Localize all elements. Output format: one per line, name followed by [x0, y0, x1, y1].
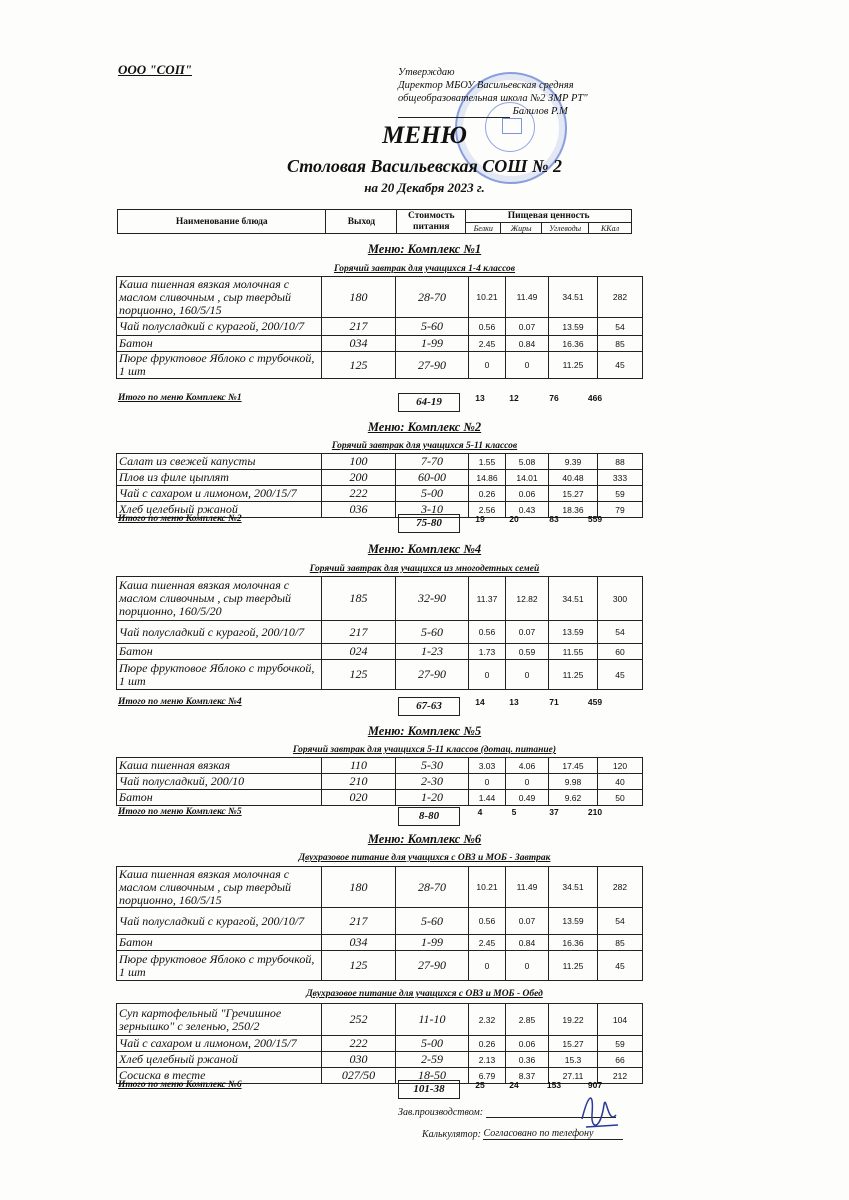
dish-price: 18-50: [396, 1068, 469, 1084]
dish-protein: 2.32: [469, 1004, 506, 1036]
dish-name: Каша пшенная вязкая молочная с маслом сливочным , сыр твердый порционно, 160/5/20: [117, 577, 322, 621]
dish-name: Чай с сахаром и лимоном, 200/15/7: [117, 486, 322, 502]
calculator-value: Согласовано по телефону: [483, 1128, 623, 1140]
dish-protein: 1.44: [469, 790, 506, 806]
dish-fat: 4.06: [506, 758, 549, 774]
menu-items-table: [116, 757, 643, 806]
calculator-label: Калькулятор:: [422, 1129, 481, 1140]
group-subtitle: Двухразовое питание для учащихся с ОВЗ и МОБ - Обед: [306, 989, 543, 999]
dish-fat: 14.01: [506, 470, 549, 486]
total-cost: 64-19: [398, 393, 460, 412]
dish-output: 020: [322, 790, 396, 806]
dish-carbs: 11.25: [549, 352, 598, 379]
group-subtitle: Горячий завтрак для учащихся из многодетных семей: [309, 564, 540, 574]
dish-fat: 0.06: [506, 486, 549, 502]
table-row: [117, 577, 643, 621]
dish-kcal: 333: [598, 470, 643, 486]
total-kcal: 559: [587, 514, 603, 524]
total-cost: 101-38: [398, 1080, 460, 1099]
dish-output: 027/50: [322, 1068, 396, 1084]
dish-fat: 2.85: [506, 1004, 549, 1036]
total-carbs: 37: [549, 807, 559, 817]
dish-carbs: 16.36: [549, 336, 598, 352]
dish-carbs: 15.27: [549, 1036, 598, 1052]
dish-carbs: 34.51: [549, 577, 598, 621]
group-subtitle: Горячий завтрак для учащихся 5-11 классов: [331, 441, 518, 451]
dish-name: Плов из филе цыплят: [117, 470, 322, 486]
total-label: Итого по меню Комплекс №5: [118, 807, 242, 817]
dish-kcal: 45: [598, 352, 643, 379]
dish-name: Чай полусладкий, 200/10: [117, 774, 322, 790]
dish-price: 1-99: [396, 336, 469, 352]
total-protein: 14: [475, 697, 485, 707]
dish-kcal: 40: [598, 774, 643, 790]
dish-protein: 0.56: [469, 908, 506, 935]
dish-kcal: 54: [598, 621, 643, 644]
dish-name: Пюре фруктовое Яблоко с трубочкой, 1 шт: [117, 352, 322, 379]
dish-output: 185: [322, 577, 396, 621]
dish-fat: 0.06: [506, 1036, 549, 1052]
dish-name: Каша пшенная вязкая молочная с маслом сливочным , сыр твердый порционно, 160/5/15: [117, 867, 322, 908]
total-cost: 75-80: [398, 514, 460, 533]
dish-name: Чай с сахаром и лимоном, 200/15/7: [117, 1036, 322, 1052]
dish-name: Чай полусладкий с курагой, 200/10/7: [117, 621, 322, 644]
dish-fat: 0.49: [506, 790, 549, 806]
approval-block: [398, 66, 588, 118]
handwritten-signature: [578, 1085, 622, 1137]
total-label: Итого по меню Комплекс №6: [118, 1080, 242, 1090]
dish-name: Батон: [117, 644, 322, 660]
dish-carbs: 11.55: [549, 644, 598, 660]
table-row: [117, 1004, 643, 1036]
total-fat: 12: [509, 393, 519, 403]
dish-kcal: 50: [598, 790, 643, 806]
dish-output: 210: [322, 774, 396, 790]
menu-items-table: [116, 576, 643, 690]
table-row: [117, 660, 643, 690]
canteen-name: Столовая Васильевская СОШ № 2: [287, 156, 562, 176]
approval-line-3: общеобразовательная школа №2 ЗМР РТ": [398, 93, 588, 104]
table-row: [117, 644, 643, 660]
dish-price: 28-70: [396, 867, 469, 908]
dish-output: 030: [322, 1052, 396, 1068]
dish-price: 5-60: [396, 621, 469, 644]
dish-name: Суп картофельный "Гречишное зернышко" с зеленью, 250/2: [117, 1004, 322, 1036]
table-row: [117, 908, 643, 935]
total-cost: 8-80: [398, 807, 460, 826]
dish-name: Хлеб целебный ржаной: [117, 502, 322, 518]
dish-carbs: 13.59: [549, 908, 598, 935]
dish-fat: 12.82: [506, 577, 549, 621]
dish-kcal: 282: [598, 867, 643, 908]
total-protein: 13: [475, 393, 485, 403]
dish-output: 110: [322, 758, 396, 774]
table-row: [117, 758, 643, 774]
dish-price: 5-30: [396, 758, 469, 774]
dish-kcal: 120: [598, 758, 643, 774]
dish-kcal: 59: [598, 1036, 643, 1052]
total-carbs: 153: [546, 1080, 562, 1090]
dish-price: 2-30: [396, 774, 469, 790]
dish-protein: 0.56: [469, 318, 506, 336]
header-dish-name: Наименование блюда: [118, 210, 326, 234]
dish-protein: 11.37: [469, 577, 506, 621]
approval-line-1: Утверждаю: [398, 67, 455, 78]
dish-kcal: 300: [598, 577, 643, 621]
dish-protein: 0: [469, 951, 506, 981]
dish-name: Батон: [117, 935, 322, 951]
dish-name: Хлеб целебный ржаной: [117, 1052, 322, 1068]
table-row: [117, 318, 643, 336]
dish-protein: 10.21: [469, 867, 506, 908]
dish-output: 200: [322, 470, 396, 486]
header-nutrition: Пищевая ценность: [466, 210, 632, 223]
dish-carbs: 13.59: [549, 621, 598, 644]
dish-output: 222: [322, 486, 396, 502]
dish-protein: 10.21: [469, 277, 506, 318]
dish-kcal: 45: [598, 951, 643, 981]
dish-protein: 14.86: [469, 470, 506, 486]
dish-kcal: 104: [598, 1004, 643, 1036]
dish-fat: 0.43: [506, 502, 549, 518]
approval-signer: Балилов Р.М: [512, 106, 568, 117]
table-row: [117, 486, 643, 502]
dish-kcal: 212: [598, 1068, 643, 1084]
total-kcal: 907: [587, 1080, 603, 1090]
dish-fat: 0: [506, 951, 549, 981]
dish-price: 5-60: [396, 318, 469, 336]
dish-output: 034: [322, 935, 396, 951]
dish-fat: 0.07: [506, 318, 549, 336]
dish-kcal: 88: [598, 454, 643, 470]
group-subtitle: Двухразовое питание для учащихся с ОВЗ и МОБ - Завтрак: [298, 853, 551, 863]
dish-output: 180: [322, 867, 396, 908]
total-fat: 20: [509, 514, 519, 524]
table-row: [117, 790, 643, 806]
section-title: Меню: Комплекс №1: [367, 242, 482, 256]
dish-protein: 6.79: [469, 1068, 506, 1084]
dish-fat: 8.37: [506, 1068, 549, 1084]
section-title: Меню: Комплекс №2: [367, 420, 482, 434]
total-carbs: 83: [549, 514, 559, 524]
total-cost: 67-63: [398, 697, 460, 716]
dish-price: 5-00: [396, 1036, 469, 1052]
table-row: [117, 621, 643, 644]
dish-price: 60-00: [396, 470, 469, 486]
dish-name: Пюре фруктовое Яблоко с трубочкой, 1 шт: [117, 660, 322, 690]
dish-output: 125: [322, 660, 396, 690]
dish-carbs: 15.3: [549, 1052, 598, 1068]
dish-output: 222: [322, 1036, 396, 1052]
dish-carbs: 18.36: [549, 502, 598, 518]
dish-name: Батон: [117, 790, 322, 806]
dish-output: 100: [322, 454, 396, 470]
table-row: [117, 336, 643, 352]
total-protein: 25: [475, 1080, 485, 1090]
dish-fat: 11.49: [506, 867, 549, 908]
dish-name: Сосиска в тесте: [117, 1068, 322, 1084]
dish-name: Салат из свежей капусты: [117, 454, 322, 470]
dish-fat: 0.36: [506, 1052, 549, 1068]
dish-fat: 0.84: [506, 336, 549, 352]
total-kcal: 459: [587, 697, 603, 707]
signature-line: [398, 107, 510, 118]
total-protein: 19: [475, 514, 485, 524]
table-row: [117, 352, 643, 379]
total-fat: 13: [509, 697, 519, 707]
dish-protein: 2.45: [469, 336, 506, 352]
dish-price: 1-20: [396, 790, 469, 806]
total-kcal: 210: [587, 807, 603, 817]
dish-price: 32-90: [396, 577, 469, 621]
dish-carbs: 17.45: [549, 758, 598, 774]
dish-protein: 0.26: [469, 1036, 506, 1052]
header-cost: Стоимость питания: [397, 210, 466, 234]
organization-name: ООО "СОП": [118, 62, 193, 77]
dish-output: 180: [322, 277, 396, 318]
dish-output: 034: [322, 336, 396, 352]
dish-fat: 0.59: [506, 644, 549, 660]
dish-price: 11-10: [396, 1004, 469, 1036]
dish-name: Пюре фруктовое Яблоко с трубочкой, 1 шт: [117, 951, 322, 981]
total-label: Итого по меню Комплекс №4: [118, 697, 242, 707]
total-kcal: 466: [587, 393, 603, 403]
dish-kcal: 54: [598, 318, 643, 336]
dish-carbs: 27.11: [549, 1068, 598, 1084]
dish-carbs: 13.59: [549, 318, 598, 336]
dish-price: 1-99: [396, 935, 469, 951]
header-output: Выход: [326, 210, 397, 234]
dish-kcal: 45: [598, 660, 643, 690]
total-fat: 24: [509, 1080, 519, 1090]
dish-price: 5-60: [396, 908, 469, 935]
dish-protein: 1.55: [469, 454, 506, 470]
dish-output: 217: [322, 318, 396, 336]
menu-items-table: [116, 276, 643, 379]
dish-kcal: 59: [598, 486, 643, 502]
dish-kcal: 66: [598, 1052, 643, 1068]
table-row: [117, 454, 643, 470]
dish-protein: 2.13: [469, 1052, 506, 1068]
dish-kcal: 85: [598, 336, 643, 352]
menu-header-table: [117, 209, 632, 234]
menu-date: на 20 Декабря 2023 г.: [364, 180, 485, 195]
total-label: Итого по меню Комплекс №2: [118, 514, 242, 524]
menu-items-table: [116, 1003, 643, 1084]
total-label: Итого по меню Комплекс №1: [118, 393, 242, 403]
dish-price: 2-59: [396, 1052, 469, 1068]
table-row: [117, 935, 643, 951]
group-subtitle: Горячий завтрак для учащихся 1-4 классов: [333, 264, 516, 274]
dish-protein: 1.73: [469, 644, 506, 660]
dish-kcal: 79: [598, 502, 643, 518]
dish-output: 252: [322, 1004, 396, 1036]
table-row: [117, 774, 643, 790]
table-row: [117, 1052, 643, 1068]
group-subtitle: Горячий завтрак для учащихся 5-11 классов (дотац. питание): [292, 745, 557, 755]
page-title: МЕНЮ: [382, 122, 467, 149]
dish-carbs: 34.51: [549, 277, 598, 318]
section-title: Меню: Комплекс №6: [367, 832, 482, 846]
total-protein: 4: [477, 807, 483, 817]
dish-protein: 3.03: [469, 758, 506, 774]
section-title: Меню: Комплекс №4: [367, 542, 482, 556]
dish-price: 7-70: [396, 454, 469, 470]
dish-output: 125: [322, 951, 396, 981]
dish-fat: 0.84: [506, 935, 549, 951]
dish-name: Чай полусладкий с курагой, 200/10/7: [117, 318, 322, 336]
dish-output: 036: [322, 502, 396, 518]
dish-carbs: 9.39: [549, 454, 598, 470]
dish-price: 1-23: [396, 644, 469, 660]
dish-protein: 0.26: [469, 486, 506, 502]
dish-carbs: 16.36: [549, 935, 598, 951]
dish-name: Чай полусладкий с курагой, 200/10/7: [117, 908, 322, 935]
dish-fat: 0.07: [506, 621, 549, 644]
dish-carbs: 9.62: [549, 790, 598, 806]
dish-kcal: 282: [598, 277, 643, 318]
dish-price: 5-00: [396, 486, 469, 502]
dish-fat: 0: [506, 774, 549, 790]
dish-carbs: 15.27: [549, 486, 598, 502]
approval-line-2: Директор МБОУ Васильевская средняя: [398, 80, 574, 91]
dish-carbs: 34.51: [549, 867, 598, 908]
dish-carbs: 40.48: [549, 470, 598, 486]
dish-price: 3-10: [396, 502, 469, 518]
dish-protein: 0: [469, 774, 506, 790]
menu-items-table: [116, 866, 643, 981]
table-row: [117, 277, 643, 318]
dish-output: 217: [322, 621, 396, 644]
dish-protein: 2.56: [469, 502, 506, 518]
dish-output: 217: [322, 908, 396, 935]
dish-output: 125: [322, 352, 396, 379]
header-kcal: ККал: [589, 223, 632, 234]
table-row: [117, 951, 643, 981]
table-row: [117, 470, 643, 486]
dish-price: 27-90: [396, 951, 469, 981]
section-title: Меню: Комплекс №5: [367, 724, 482, 738]
dish-name: Батон: [117, 336, 322, 352]
dish-protein: 0.56: [469, 621, 506, 644]
header-carbs: Углеводы: [542, 223, 589, 234]
dish-fat: 0: [506, 352, 549, 379]
dish-fat: 11.49: [506, 277, 549, 318]
dish-protein: 0: [469, 660, 506, 690]
dish-carbs: 9.98: [549, 774, 598, 790]
dish-kcal: 60: [598, 644, 643, 660]
dish-carbs: 11.25: [549, 660, 598, 690]
total-carbs: 71: [549, 697, 559, 707]
table-row: [117, 1036, 643, 1052]
dish-price: 27-90: [396, 352, 469, 379]
dish-output: 024: [322, 644, 396, 660]
header-protein: Белки: [466, 223, 501, 234]
dish-fat: 5.08: [506, 454, 549, 470]
dish-carbs: 11.25: [549, 951, 598, 981]
dish-carbs: 19.22: [549, 1004, 598, 1036]
dish-kcal: 85: [598, 935, 643, 951]
dish-protein: 0: [469, 352, 506, 379]
dish-kcal: 54: [598, 908, 643, 935]
total-fat: 5: [511, 807, 517, 817]
dish-fat: 0.07: [506, 908, 549, 935]
header-fat: Жиры: [501, 223, 542, 234]
dish-fat: 0: [506, 660, 549, 690]
total-carbs: 76: [549, 393, 559, 403]
dish-name: Каша пшенная вязкая молочная с маслом сливочным , сыр твердый порционно, 160/5/15: [117, 277, 322, 318]
table-row: [117, 867, 643, 908]
production-label: Зав.производством:: [398, 1107, 484, 1118]
dish-protein: 2.45: [469, 935, 506, 951]
dish-price: 28-70: [396, 277, 469, 318]
menu-items-table: [116, 453, 643, 518]
dish-price: 27-90: [396, 660, 469, 690]
dish-name: Каша пшенная вязкая: [117, 758, 322, 774]
